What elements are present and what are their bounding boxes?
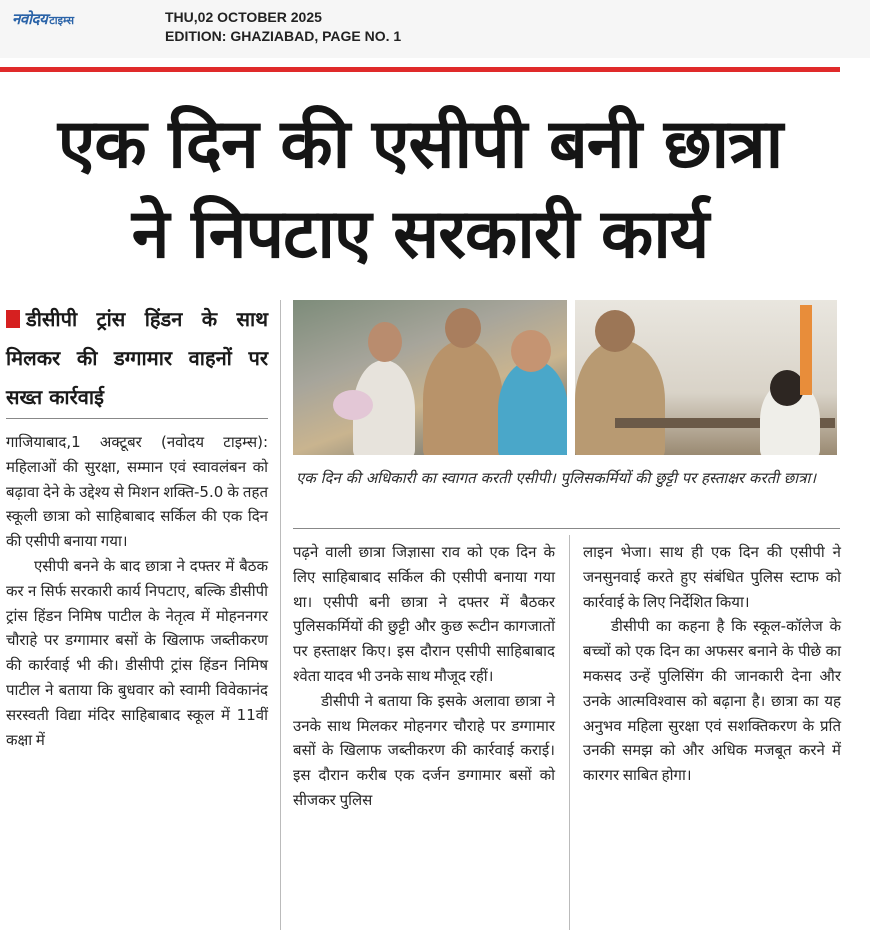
column-divider-1 xyxy=(280,300,281,930)
logo-main: नवोदय xyxy=(12,10,48,28)
col2-paragraph-2: डीसीपी ने बताया कि इसके अलावा छात्रा ने उनके साथ मिलकर मोहनगर चौराहे पर डग्गामार बसों के खिलाफ जब्तीकरण की कार्रवाई कराई। इस दौरान करीब एक दर्जन डग्गामार बसों को सीजकर पुलिस xyxy=(293,691,555,809)
edition-info xyxy=(165,8,401,46)
headline-line-1: एक दिन की एसीपी बनी छात्रा xyxy=(57,105,783,184)
article-subhead xyxy=(6,300,268,417)
caption-divider xyxy=(293,528,840,529)
article-headline xyxy=(0,100,840,280)
logo-sub: टाइम्स xyxy=(49,14,75,27)
article-column-1 xyxy=(6,430,268,752)
article-column-3 xyxy=(583,540,841,788)
article-column-2 xyxy=(293,540,555,813)
red-divider xyxy=(0,67,840,72)
red-bullet-icon xyxy=(6,310,20,328)
subhead-text: डीसीपी ट्रांस हिंडन के साथ मिलकर की डग्गामार वाहनों पर सख्त कार्रवाई xyxy=(6,307,268,409)
col2-paragraph-1: पढ़ने वाली छात्रा जिज्ञासा राव को एक दिन के लिए साहिबाबाद सर्किल की एसीपी बनाया गया था। एसीपी बनी छात्रा ने दफ्तर में बैठकर पुलिसकर्मियों की छुट्टी और कुछ रूटीन कागजातों पर हस्ताक्षर किए। इस दौरान एसीपी साहिबाबाद श्वेता यादव भी उनके साथ मौजूद रहीं। xyxy=(293,543,555,685)
col3-paragraph-1: लाइन भेजा। साथ ही एक दिन की एसीपी ने जनसुनवाई करते हुए संबंधित पुलिस स्टाफ को कार्रवाई के लिए निर्देशित किया। xyxy=(583,543,841,611)
masthead-bar xyxy=(0,0,870,58)
column-divider-2 xyxy=(569,535,570,930)
photo-caption: एक दिन की अधिकारी का स्वागत करती एसीपी। पुलिसकर्मियों की छुट्टी पर हस्ताक्षर करती छात्रा। xyxy=(296,469,817,487)
issue-date: THU,02 OCTOBER 2025 xyxy=(165,9,322,25)
subhead-divider xyxy=(6,418,268,419)
edition-page: EDITION: GHAZIABAD, PAGE NO. 1 xyxy=(165,28,402,44)
photo-acp-welcome xyxy=(293,300,567,455)
col1-paragraph-1: गाजियाबाद,1 अक्टूबर (नवोदय टाइम्स): महिलाओं की सुरक्षा, सम्मान एवं स्वावलंबन को बढ़ावा देने के उद्देश्य से मिशन शक्ति-5.0 के तहत स्कूली छात्रा को साहिबाबाद सर्किल की एक दिन की एसीपी बनाया गया। xyxy=(6,433,268,551)
headline-line-2: ने निपटाए सरकारी कार्य xyxy=(131,195,709,274)
photo-signing-leave xyxy=(575,300,837,455)
col3-paragraph-2: डीसीपी का कहना है कि स्कूल-कॉलेज के बच्चों को एक दिन का अफसर बनाने के पीछे का मकसद उन्हें पुलिसिंग की जानकारी देना और उनके आत्मविश्वास को बढ़ाना है। छात्रा का यह अनुभव महिला सुरक्षा एवं सशक्तिकरण के प्रति उनकी समझ को और अधिक मजबूत करने में कारगर साबित होगा। xyxy=(583,617,841,785)
newspaper-logo xyxy=(12,9,74,31)
col1-paragraph-2: एसीपी बनने के बाद छात्रा ने दफ्तर में बैठक कर न सिर्फ सरकारी कार्य निपटाए, बल्कि डीसीपी ट्रांस हिंडन निमिष पाटील के नेतृत्व में मोहननगर चौराहे पर डग्गामार बसों के खिलाफ जब्तीकरण की कार्रवाई भी की। डीसीपी ट्रांस हिंडन निमिष पाटील ने बताया कि बुधवार को स्वामी विवेकानंद सरस्वती विद्या मंदिर साहिबाबाद स्कूल में 11वीं कक्षा में xyxy=(6,556,268,749)
